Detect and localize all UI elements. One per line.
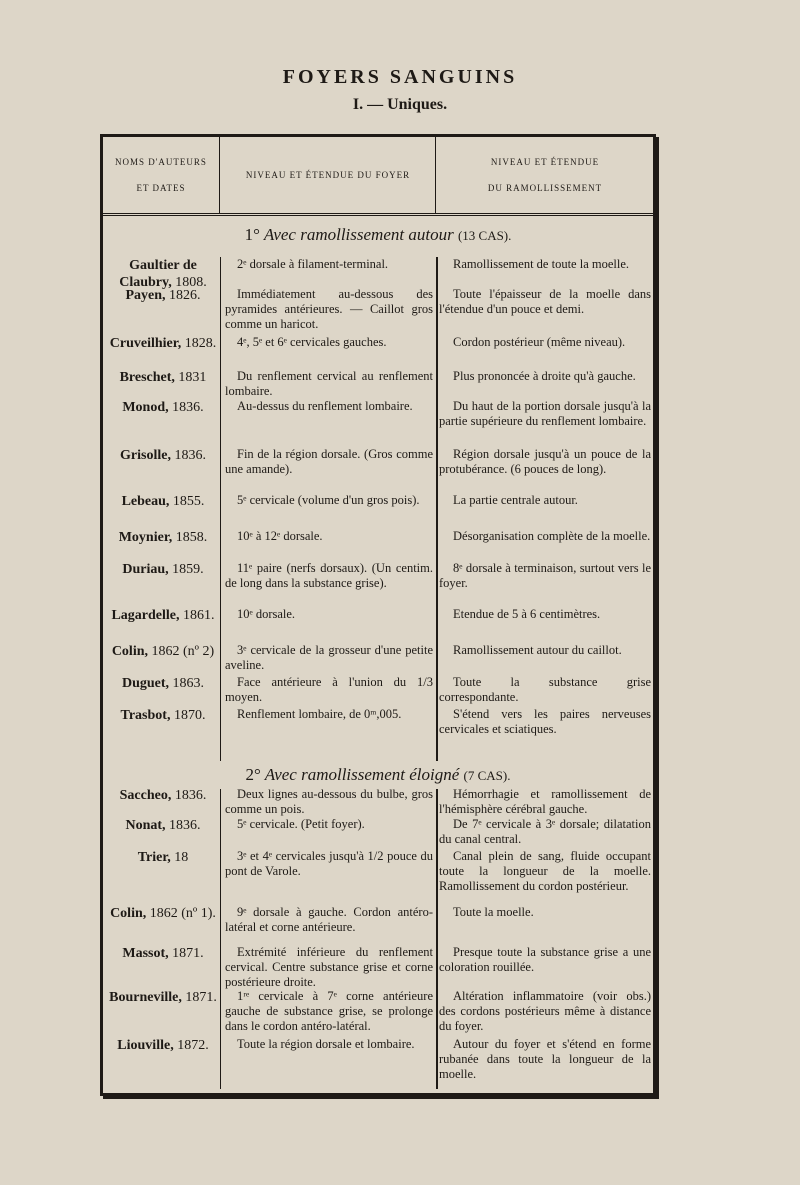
author-cell xyxy=(107,335,219,352)
author-date: 1836. xyxy=(171,788,207,803)
foyer-cell: 10ᵉ dorsale. xyxy=(237,607,296,621)
ramollissement-cell: Plus prononcée à droite qu'à gauche. xyxy=(453,369,636,383)
section-1-count: (13 CAS). xyxy=(457,228,512,243)
section-1-label: Avec ramollissement autour xyxy=(263,225,454,244)
author-date: 1872. xyxy=(173,1038,209,1053)
foyer-cell: Fin de la région dorsale. (Gros comme une amande). xyxy=(225,447,433,476)
foyer-cell: Toute la région dorsale et lombaire. xyxy=(237,1037,415,1051)
foyer-cell: 1ʳᵉ cervicale à 7ᵉ corne antérieure gauche de substance grise, se prolonge dans le cordon antéro-latéral. xyxy=(225,989,433,1033)
ramollissement-cell: Canal plein de sang, fluide occupant toute la longueur de la moelle. Ramollissement du cordon postérieur. xyxy=(439,849,651,893)
author-cell xyxy=(107,707,219,724)
author-name: Monod, xyxy=(122,400,169,415)
foyer-cell: Du renflement cervical au renflement lombaire. xyxy=(225,369,433,398)
section-2-label: Avec ramollissement éloigné xyxy=(264,765,460,784)
ramollissement-cell: Toute la moelle. xyxy=(453,905,534,919)
foyer-cell: Extrémité inférieure du renflement cervical. Centre substance grise et corne postérieure droite. xyxy=(225,945,433,989)
author-name: Colin, xyxy=(110,906,147,921)
column-divider xyxy=(220,257,221,761)
foyer-cell: Immédiatement au-dessous des pyramides antérieures. — Caillot gros comme un haricot. xyxy=(225,287,433,331)
ramollissement-cell: Presque toute la substance grise a une coloration rouillée. xyxy=(439,945,651,974)
data-table xyxy=(100,134,656,1096)
author-date: 1863. xyxy=(169,676,205,691)
author-cell xyxy=(107,529,219,546)
author-date: 1808. xyxy=(171,275,207,290)
foyer-cell: 2ᵉ dorsale à filament-terminal. xyxy=(237,257,389,271)
author-name: Saccheo, xyxy=(119,788,172,803)
author-cell xyxy=(107,561,219,578)
ramollissement-cell: Altération inflammatoire (voir obs.) des cordons postérieurs même à distance du foyer. xyxy=(439,989,651,1033)
author-name: Colin, xyxy=(111,644,148,659)
author-cell xyxy=(107,989,219,1006)
author-date: 1859. xyxy=(168,562,204,577)
author-date: 1862 (nº 1). xyxy=(146,906,216,921)
column-divider xyxy=(436,257,438,761)
author-date: 1831 xyxy=(174,370,207,385)
ramollissement-cell: Du haut de la portion dorsale jusqu'à la partie supérieure du renflement lombaire. xyxy=(439,399,651,428)
author-cell xyxy=(107,369,219,386)
author-date: 1836. xyxy=(165,818,201,833)
author-cell xyxy=(107,447,219,464)
author-date: 1862 (nº 2) xyxy=(148,644,215,659)
ramollissement-cell: S'étend vers les paires nerveuses cervicales et sciatiques. xyxy=(439,707,651,736)
header-ramollissement xyxy=(435,137,654,213)
author-name: Cruveilhier, xyxy=(109,336,182,351)
header-foyer xyxy=(219,137,436,213)
table-header xyxy=(103,137,653,216)
author-cell xyxy=(107,1037,219,1054)
section-heading-2 xyxy=(103,765,653,785)
foyer-cell: 10ᵉ à 12ᵉ dorsale. xyxy=(237,529,323,543)
ramollissement-cell: Toute la substance grise correspondante. xyxy=(439,675,651,704)
author-cell xyxy=(107,787,219,804)
author-cell xyxy=(107,675,219,692)
ramollissement-cell: La partie centrale autour. xyxy=(453,493,578,507)
author-name: Liouville, xyxy=(117,1038,174,1053)
author-name: Lagardelle, xyxy=(111,608,180,623)
foyer-cell: 5ᵉ cervicale (volume d'un gros pois). xyxy=(237,493,420,507)
author-name: Payen, xyxy=(125,288,166,303)
header-foyer-label: NIVEAU ET ÉTENDUE DU FOYER xyxy=(245,170,411,180)
foyer-cell: 4ᵉ, 5ᵉ et 6ᵉ cervicales gauches. xyxy=(237,335,387,349)
author-date: 18 xyxy=(170,850,189,865)
section-1-number: 1° xyxy=(244,225,260,244)
author-date: 1855. xyxy=(169,494,205,509)
author-cell xyxy=(107,945,219,962)
foyer-cell: Renflement lombaire, de 0ᵐ,005. xyxy=(237,707,402,721)
column-divider xyxy=(436,789,438,1089)
foyer-cell: 9ᵉ dorsale à gauche. Cordon antéro-latéral et corne antérieure. xyxy=(225,905,433,934)
author-name: Moynier, xyxy=(118,530,173,545)
section-2-number: 2° xyxy=(245,765,261,784)
author-cell xyxy=(107,493,219,510)
author-date: 1871. xyxy=(181,990,217,1005)
foyer-cell: 3ᵉ cervicale de la grosseur d'une petite aveline. xyxy=(225,643,433,672)
header-ramol-line2: DU RAMOLLISSEMENT xyxy=(487,183,603,193)
page-subtitle: I. — Uniques. xyxy=(352,96,448,113)
author-date: 1870. xyxy=(170,708,206,723)
author-cell xyxy=(107,817,219,834)
ramollissement-cell: Autour du foyer et s'étend en forme rubanée dans toute la longueur de la moelle. xyxy=(439,1037,651,1081)
ramollissement-cell: Désorganisation complète de la moelle. xyxy=(453,529,651,543)
ramollissement-cell: Ramollissement autour du caillot. xyxy=(453,643,622,657)
author-date: 1861. xyxy=(179,608,215,623)
foyer-cell: 3ᵉ et 4ᵉ cervicales jusqu'à 1/2 pouce du pont de Varole. xyxy=(225,849,433,878)
ramollissement-cell: Etendue de 5 à 6 centimètres. xyxy=(453,607,601,621)
section-heading-1 xyxy=(103,225,653,245)
author-date: 1826. xyxy=(165,288,201,303)
page-title: FOYERS SANGUINS xyxy=(282,66,518,88)
foyer-cell: Deux lignes au-dessous du bulbe, gros comme un pois. xyxy=(225,787,433,816)
header-authors xyxy=(103,137,219,213)
author-name: Trasbot, xyxy=(120,708,171,723)
header-authors-line2: ET DATES xyxy=(136,183,186,193)
foyer-cell: Face antérieure à l'union du 1/3 moyen. xyxy=(225,675,433,704)
author-cell xyxy=(107,287,219,304)
header-ramol-line1: NIVEAU ET ÉTENDUE xyxy=(490,157,600,167)
author-date: 1836. xyxy=(168,400,204,415)
section-2-count: (7 CAS). xyxy=(463,768,511,783)
foyer-cell: Au-dessus du renflement lombaire. xyxy=(237,399,413,413)
author-name: Duriau, xyxy=(122,562,169,577)
ramollissement-cell: Hémorrhagie et ramollissement de l'hémisphère cérébral gauche. xyxy=(439,787,651,816)
ramollissement-cell: Région dorsale jusqu'à un pouce de la protubérance. (6 pouces de long). xyxy=(439,447,651,476)
author-cell xyxy=(107,905,219,922)
ramollissement-cell: 8ᵉ dorsale à terminaison, surtout vers le foyer. xyxy=(439,561,651,590)
author-name: Nonat, xyxy=(125,818,166,833)
author-date: 1871. xyxy=(168,946,204,961)
author-cell xyxy=(107,643,219,660)
author-date: 1836. xyxy=(170,448,206,463)
author-cell xyxy=(107,607,219,624)
ramollissement-cell: Cordon postérieur (même niveau). xyxy=(453,335,626,349)
author-name: Trier, xyxy=(137,850,171,865)
ramollissement-cell: Toute l'épaisseur de la moelle dans l'étendue d'un pouce et demi. xyxy=(439,287,651,316)
ramollissement-cell: De 7ᵉ cervicale à 3ᵉ dorsale; dilatation du canal central. xyxy=(439,817,651,846)
author-name: Lebeau, xyxy=(121,494,170,509)
author-date: 1828. xyxy=(181,336,217,351)
author-name: Grisolle, xyxy=(120,448,171,463)
column-divider xyxy=(220,789,221,1089)
author-name: Duguet, xyxy=(121,676,170,691)
author-name: Breschet, xyxy=(119,370,175,385)
author-date: 1858. xyxy=(172,530,208,545)
author-name: Bourneville, xyxy=(109,990,182,1005)
foyer-cell: 11ᵉ paire (nerfs dorsaux). (Un centim. de long dans la substance grise). xyxy=(225,561,433,590)
ramollissement-cell: Ramollissement de toute la moelle. xyxy=(453,257,630,271)
author-cell xyxy=(107,257,219,291)
author-name: Gaultier de Claubry, xyxy=(119,258,197,290)
foyer-cell: 5ᵉ cervicale. (Petit foyer). xyxy=(237,817,365,831)
author-cell xyxy=(107,399,219,416)
author-name: Massot, xyxy=(122,946,169,961)
header-authors-line1: NOMS D'AUTEURS xyxy=(115,157,207,167)
author-cell xyxy=(107,849,219,866)
